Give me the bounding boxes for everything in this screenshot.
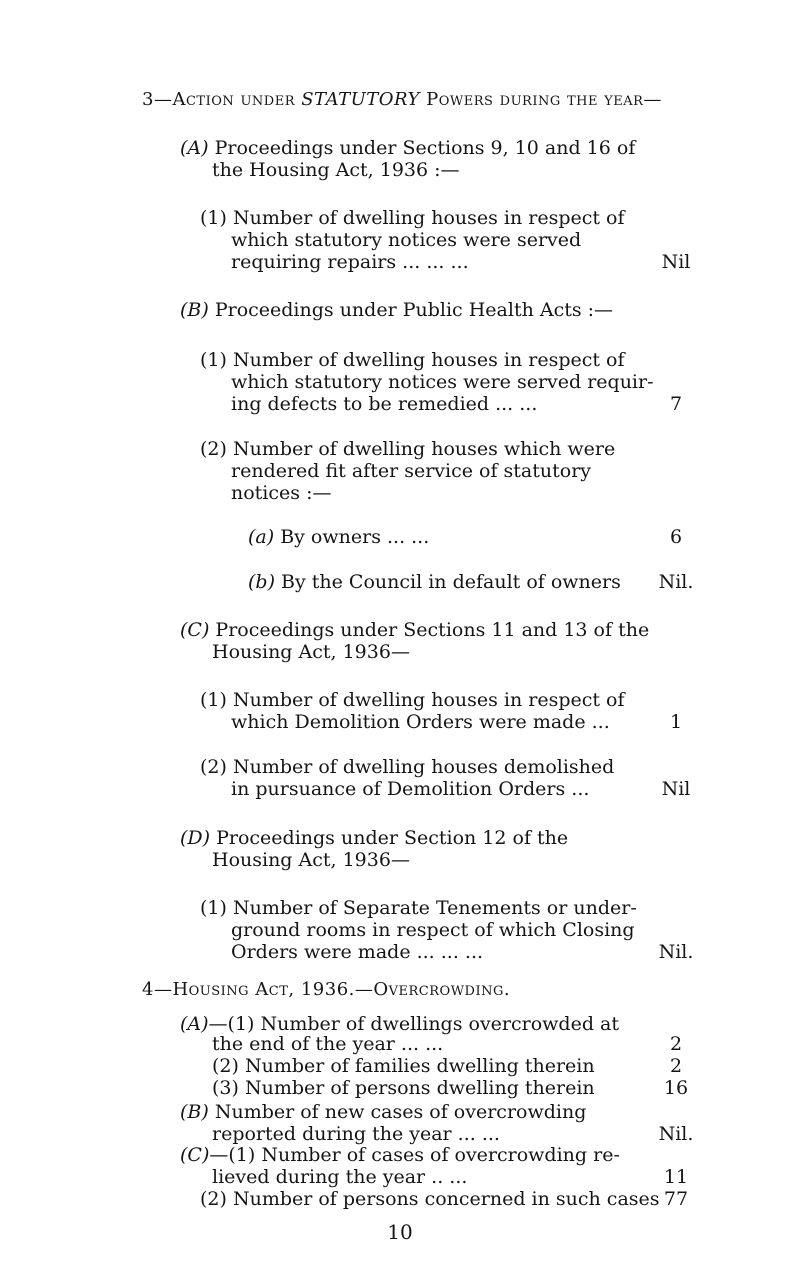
s4-a2: (2) Number of families dwelling therein [212, 1055, 595, 1077]
s4-a-value: 2 [669, 1033, 683, 1055]
s3-b-item2-line3: notices :— [231, 482, 332, 504]
s3-a-title-cont: the Housing Act, 1936 :— [212, 159, 460, 181]
page-number: 10 [387, 1220, 413, 1244]
s3-d-item1-line2: ground rooms in respect of which Closing [231, 919, 635, 941]
s3-b-item1-line2: which statutory notices were served requir- [231, 371, 654, 393]
s3-c-item1-value: 1 [669, 711, 683, 733]
section-4-heading: 4—Housing Act, 1936.—Overcrowding. [142, 979, 511, 1000]
s3-c-item2-value: Nil [661, 778, 691, 800]
s3-d-item1-line1: (1) Number of Separate Tenements or under- [200, 897, 637, 919]
s4-c2-text: (2) Number of persons concerned in such cases [200, 1188, 660, 1210]
s3-a-item1-line2: which statutory notices were served [231, 229, 582, 251]
s3-b-item2-line2: rendered fit after service of statutory [231, 460, 592, 482]
s3-a-title: (A) Proceedings under Sections 9, 10 and 16 of [180, 137, 636, 159]
s3-b-item2-line1: (2) Number of dwelling houses which were [200, 438, 616, 460]
s3-d-title-cont: Housing Act, 1936— [212, 849, 410, 871]
s3-c-title: (C) Proceedings under Sections 11 and 13 of the [180, 619, 650, 641]
s4-a3: (3) Number of persons dwelling therein [212, 1077, 595, 1099]
s4-c-line1-label: (C) [180, 1144, 210, 1166]
s3-b-sub-b-value: Nil. [658, 571, 694, 593]
s3-b-item1-line1: (1) Number of dwelling houses in respect of [200, 349, 625, 371]
s4-a3-value: 16 [663, 1077, 689, 1099]
s3-d-item1-value: Nil. [658, 941, 694, 963]
s3-b-sub-a-value: 6 [669, 526, 683, 548]
s4-c-line1-text: —(1) Number of cases of overcrowding re- [209, 1144, 620, 1166]
s3-b-item1-line3: ing defects to be remedied ... ... [231, 393, 538, 415]
s4-c-line1 [180, 1143, 620, 1167]
s3-b-title: (B) Proceedings under Public Health Acts :— [180, 299, 614, 321]
s4-a2-value: 2 [669, 1055, 683, 1077]
s3-b-sub-a: (a) By owners ... ... [248, 526, 430, 548]
s4-b-line1 [180, 1100, 586, 1124]
s4-c-line2 [212, 1165, 467, 1189]
s3-c-item1-line2: which Demolition Orders were made ... [231, 711, 610, 733]
s3-a-item1-line1: (1) Number of dwelling houses in respect of [200, 207, 625, 229]
s3-c-title-cont: Housing Act, 1936— [212, 641, 410, 663]
s4-b-line2-text: reported during the year ... ... [212, 1123, 500, 1145]
s3-c-item2-line2: in pursuance of Demolition Orders ... [231, 778, 590, 800]
s3-b-item1-value: 7 [669, 393, 683, 415]
s3-b-sub-b: (b) By the Council in default of owners [248, 571, 621, 593]
s4-c2 [200, 1187, 660, 1211]
s3-c-item2-line1: (2) Number of dwelling houses demolished [200, 756, 615, 778]
s3-a-item1-value: Nil [661, 251, 691, 273]
s4-c-value: 11 [663, 1166, 689, 1188]
s4-c2-value: 77 [663, 1188, 689, 1210]
s3-a-item1-line3: requiring repairs ... ... ... [231, 251, 469, 273]
s3-d-title: (D) Proceedings under Section 12 of the [180, 827, 569, 849]
s4-b-value: Nil. [658, 1123, 694, 1145]
s4-b-line1-text: Number of new cases of overcrowding [208, 1101, 587, 1123]
s4-c-line2-text: lieved during the year .. ... [212, 1166, 468, 1188]
s4-a-line1: (A)—(1) Number of dwellings overcrowded at [180, 1013, 620, 1035]
s3-c-item1-line1: (1) Number of dwelling houses in respect of [200, 689, 625, 711]
s3-d-item1-line3: Orders were made ... ... ... [231, 941, 484, 963]
section-3-heading: 3—Action under STATUTORY Powers during the year— [142, 89, 662, 110]
s4-b-line1-label: (B) [180, 1101, 209, 1123]
s4-a-line2: the end of the year ... ... [212, 1033, 444, 1055]
